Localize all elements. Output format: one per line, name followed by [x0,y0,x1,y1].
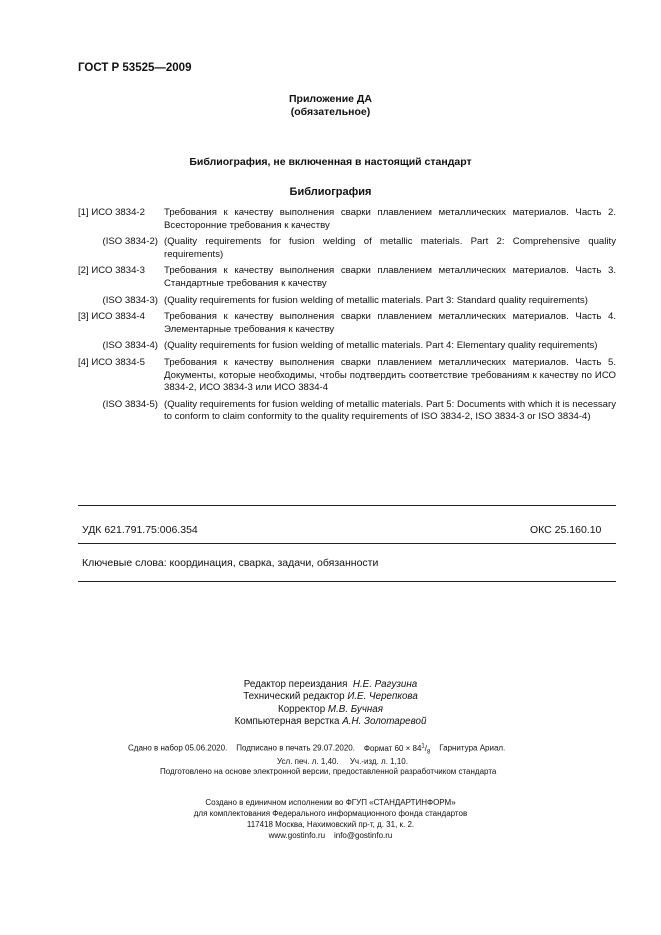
staff-credits [0,679,661,729]
org-line-2: для комплектования Федерального информационного фонда стандартов [193,809,468,818]
entry-ref: (ISO 3834-4) [102,340,158,352]
bibliography-entry [78,265,616,290]
editor-line: Редактор переиздания Н.Е. Рагузина [243,679,418,690]
entry-text: Требования к качеству выполнения сварки плавлением металлических материалов. Часть 4. Элементарные требования к качеству [164,311,616,335]
bibliography-list [78,207,616,428]
entry-text: (Quality requirements for fusion welding of metallic materials. Part 3: Standard quality requirements) [164,294,588,306]
proofreader-name: М.В. Бучная [327,703,383,715]
sheet-info [277,757,408,766]
font-info: Гарнитура Ариал. [439,743,506,753]
tech-editor-line: Технический редактор И.Е. Черепкова [243,691,418,703]
bibliography-entry [78,236,616,261]
entry-ref: (ISO 3834-5) [102,398,158,410]
entry-text: Требования к качеству выполнения сварки плавлением металлических материалов. Часть 2. Всесторонние требования к качеству [164,207,616,231]
publisher-sheets: Уч.-изд. л. 1,10. [349,757,408,766]
bibliography-subtitle: Библиография [289,186,372,198]
editor-name: Н.Е. Рагузина [352,679,418,690]
divider-bottom [78,581,616,582]
organization-info [0,797,661,841]
entry-text: (Quality requirements for fusion welding of metallic materials. Part 2: Comprehensive quality requirements) [164,236,616,260]
oks-code: ОКС 25.160.10 [530,524,602,536]
layout-name: А.Н. Золотаревой [342,716,427,728]
entry-ref: [2] ИСО 3834-3 [78,265,145,277]
website-link[interactable]: www.gostinfo.ru [268,831,326,840]
standard-number: ГОСТ Р 53525—2009 [78,62,192,74]
entry-ref: (ISO 3834-3) [102,294,158,306]
layout-line: Компьютерная верстка А.Н. Золотаревой [234,716,427,728]
divider-middle [78,543,616,544]
bibliography-entry [78,340,616,353]
bibliography-entry [78,399,616,424]
entry-ref: [1] ИСО 3834-2 [78,207,145,218]
org-contacts [0,830,661,841]
entry-ref: [3] ИСО 3834-4 [78,311,145,323]
divider-top [78,505,616,506]
entry-text: Требования к качеству выполнения сварки плавлением металлических материалов. Часть 5. Документы, которые необходимы, чтобы подтвердить соответствие требованиям к качеству по ИСО 3834-2, ИСО 3834-3 или ИСО 3834-4 [164,356,616,394]
set-date: Сдано в набор 05.06.2020. [128,743,228,753]
entry-ref: [4] ИСО 3834-5 [78,356,145,368]
print-sheets: Усл. печ. л. 1,40. [277,757,339,766]
email-link[interactable]: info@gostinfo.ru [333,831,393,840]
bibliography-entry [78,311,616,336]
udk-code: УДК 621.791.75:006.354 [82,524,198,536]
signed-date: Подписано в печать 29.07.2020. [236,743,355,753]
paper-format: Формат $60 \times 84^1/_8$ [363,743,431,756]
bibliography-entry [78,207,616,232]
bibliography-entry [78,295,616,308]
bibliography-title: Библиография, не включенная в настоящий стандарт [189,156,472,168]
entry-text: (Quality requirements for fusion welding of metallic materials. Part 5: Documents with which it is necessary to conform to claim conformity to the quality requirements of ISO 3834-2, ISO 3834-3 or ISO 3834-4) [164,398,616,423]
print-details [128,743,505,755]
org-line-1: Создано в единичном исполнении во ФГУП «СТАНДАРТИНФОРМ» [205,798,456,807]
proofreader-line: Корректор М.В. Бучная [278,703,383,715]
tech-editor-name: И.Е. Черепкова [347,691,418,703]
entry-text: (Quality requirements for fusion welding of metallic materials. Part 4: Elementary quality requirements) [164,340,598,352]
entry-ref: (ISO 3834-2) [102,236,158,248]
keywords: Ключевые слова: координация, сварка, задачи, обязанности [82,557,379,569]
prepared-note: Подготовлено на основе электронной версии, предоставленной разработчиком стандарта [160,767,497,776]
annex-title: Приложение ДА [289,93,372,105]
bibliography-entry [78,357,616,395]
org-address: 117418 Москва, Нахимовский пр-т, д. 31, к. 2. [246,820,415,829]
annex-status: (обязательное) [290,106,371,118]
entry-text: Требования к качеству выполнения сварки плавлением металлических материалов. Часть 3. Стандартные требования к качеству [164,265,616,289]
